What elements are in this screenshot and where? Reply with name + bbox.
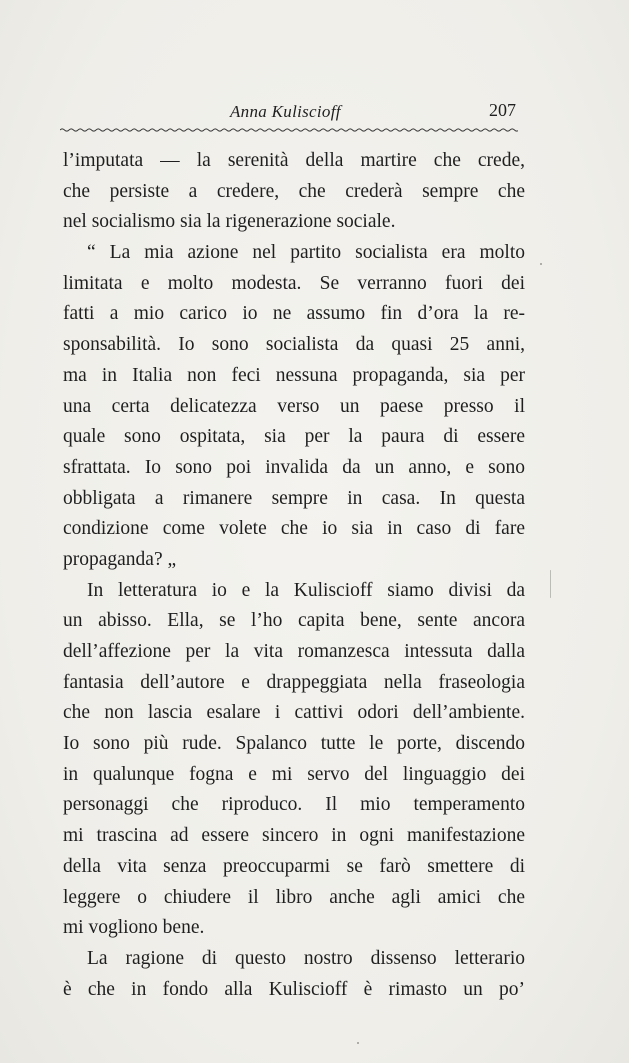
text-line: fatti a mio carico io ne assumo fin d’ora la re- (63, 303, 525, 325)
text-line: obbligata a rimanere sempre in casa. In questa (63, 487, 525, 509)
page-number: 207 (489, 100, 516, 120)
scan-speck (357, 1042, 359, 1044)
text-line: dell’affezione per la vita romanzesca intessuta dalla (63, 641, 525, 662)
text-line: l’imputata — la serenità della martire che crede, (63, 150, 525, 171)
text-line: “ La mia azione nel partito socialista era molto (87, 242, 525, 264)
text-line: in qualunque fogna e mi servo del linguaggio dei (63, 763, 525, 785)
decorative-wavy-rule (60, 126, 518, 134)
running-title: Anna Kuliscioff (230, 102, 341, 121)
text-line: quale sono ospitata, sia per la paura di essere (63, 426, 525, 448)
text-line: limitata e molto modesta. Se verranno fuori dei (63, 272, 525, 294)
text-line: fantasia dell’autore e drappeggiata nella fraseologia (63, 671, 525, 693)
text-line: mi trascina ad essere sincero in ogni manifestazione (63, 825, 525, 847)
running-header (60, 94, 520, 124)
text-line: una certa delicatezza verso un paese presso il (63, 395, 525, 417)
text-line: è che in fondo alla Kuliscioff è rimasto un po’ (63, 978, 525, 1000)
text-line: condizione come volete che io sia in caso di fare (63, 518, 525, 540)
text-line: In letteratura io e la Kuliscioff siamo divisi da (87, 579, 525, 601)
text-line: che non lascia esalare i cattivi odori dell’ambiente. (63, 702, 525, 724)
text-line: che persiste a credere, che crederà sempre che (63, 180, 525, 202)
text-line: mi vogliono bene. (63, 917, 205, 939)
text-line: sponsabilità. Io sono socialista da quasi 25 anni, (63, 334, 525, 356)
text-line: sfrattata. Io sono poi invalida da un anno, e sono (63, 456, 525, 478)
text-line: della vita senza preoccuparmi se farò smettere di (63, 855, 525, 877)
scan-speck (540, 263, 542, 265)
text-line: personaggi che riproduco. Il mio temperamento (63, 794, 525, 816)
scan-speck (550, 570, 551, 598)
text-line: La ragione di questo nostro dissenso letterario (87, 947, 525, 969)
text-line: ma in Italia non feci nessuna propaganda, sia per (63, 364, 525, 386)
text-line: nel socialismo sia la rigenerazione sociale. (63, 211, 396, 233)
body-text (63, 146, 525, 1005)
text-line: un abisso. Ella, se l’ho capita bene, sente ancora (63, 610, 525, 632)
text-line: propaganda? „ (63, 548, 177, 570)
text-line: Io sono più rude. Spalanco tutte le porte, discendo (63, 733, 525, 755)
text-line: leggere o chiudere il libro anche agli amici che (63, 886, 525, 908)
